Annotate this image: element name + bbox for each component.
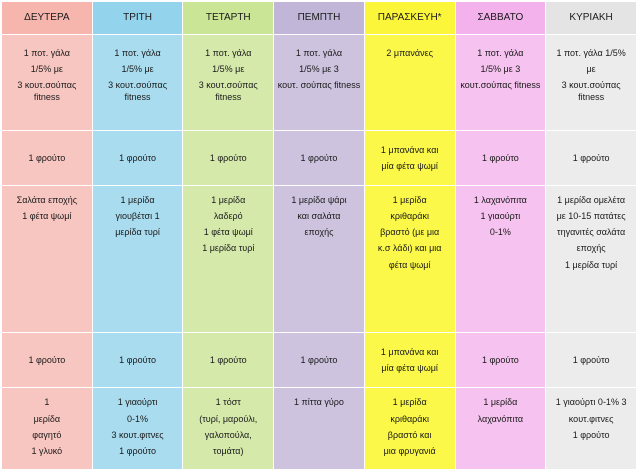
meal-cell-line: 1 μερίδα	[392, 397, 427, 408]
meal-cell-line: 1 φρούτο	[209, 152, 247, 163]
meal-cell-line: 1 φέτα ψωμί	[203, 227, 253, 238]
meal-cell-line: λαδερό	[213, 211, 243, 222]
meal-cell	[455, 186, 546, 333]
meal-cell-line: 1 φρούτο	[300, 152, 338, 163]
day-header-thursday: ΠΕΜΠΤΗ	[274, 2, 365, 35]
meal-cell-line: 1 ποτ. γάλα	[114, 48, 161, 58]
meal-cell-line: γιουβέτσι 1	[115, 211, 160, 222]
meal-cell-line: 1 φρούτο	[209, 355, 247, 366]
meal-cell	[183, 333, 274, 388]
meal-cell-line: λαχανόπιτα	[477, 413, 524, 424]
meal-cell-line: 1/5% με	[212, 64, 245, 75]
meal-cell	[546, 333, 637, 388]
meal-cell-line: 1 πίττα γύρο	[293, 397, 344, 408]
meal-cell-line: κουτ. σούπας fitness	[277, 80, 361, 91]
meal-cell	[546, 186, 637, 333]
meal-cell	[364, 388, 455, 470]
meal-cell-line: 1 γιαούρτι	[480, 211, 521, 222]
meal-cell-line: 0-1%	[127, 413, 149, 424]
meal-cell-line: κριθαράκι	[390, 413, 429, 424]
meal-cell	[364, 130, 455, 185]
meal-cell	[546, 35, 637, 131]
meal-cell-line: 1 φρούτο	[572, 355, 610, 366]
meal-cell-line: 1 μερίδα	[120, 195, 155, 206]
weekly-meal-plan-table	[1, 1, 637, 470]
meal-cell	[274, 333, 365, 388]
meal-cell-line: βραστό (με μια	[380, 227, 440, 238]
day-header-row	[2, 2, 637, 35]
meal-cell-line: 1/5% με 3	[299, 64, 339, 75]
meal-cell-line: 1/5% με	[121, 64, 154, 75]
meal-cell-line: 3 κουτ.σούπας fitness	[561, 80, 621, 103]
meal-cell-line: 1 μερίδα τυρί	[565, 259, 618, 270]
meal-cell-line: φαγητό	[32, 429, 62, 440]
meal-cell-line: τομάτα)	[213, 445, 244, 456]
meal-cell-line: 1 τόστ	[215, 397, 241, 408]
lunch-row	[2, 186, 637, 333]
meal-cell-line: 1 μερίδα	[211, 195, 246, 206]
meal-cell-line: μερίδα	[33, 413, 61, 424]
meal-cell-line: 3 κουτ.σούπας fitness	[108, 80, 168, 103]
meal-cell-line: 1 φρούτο	[28, 152, 66, 163]
meal-cell-line: 1 φρούτο	[119, 355, 156, 366]
meal-cell	[364, 186, 455, 333]
meal-cell-line: μια φρυγανιά	[383, 445, 436, 456]
meal-cell-line: 1 ποτ. γάλα 1/5%	[556, 48, 626, 58]
meal-cell-line: 1 ποτ. γάλα	[23, 48, 70, 58]
meal-cell-line: 1/5% με 3	[480, 64, 521, 75]
morning-snack-row	[2, 130, 637, 185]
day-header-wednesday: ΤΕΤΑΡΤΗ	[183, 2, 274, 35]
meal-cell-line: βραστό και	[387, 429, 432, 440]
meal-cell-line: 1 φρούτο	[481, 152, 519, 163]
meal-cell	[274, 186, 365, 333]
meal-cell-line: 1 ποτ. γάλα	[477, 48, 524, 58]
meal-cell	[2, 130, 93, 185]
meal-cell-line: 1 φρούτο	[119, 445, 156, 456]
meal-cell-line: 1 φρούτο	[300, 355, 338, 366]
meal-cell	[546, 130, 637, 185]
meal-cell	[2, 35, 93, 131]
meal-cell	[455, 333, 546, 388]
meal-cell	[2, 333, 93, 388]
meal-cell	[183, 186, 274, 333]
meal-cell	[183, 388, 274, 470]
meal-cell	[274, 130, 365, 185]
afternoon-snack-row	[2, 333, 637, 388]
meal-cell-line: 1 μπανάνα και	[380, 347, 439, 358]
meal-cell-line: 1 μερίδα	[483, 397, 518, 408]
meal-cell-line: 0-1%	[489, 227, 511, 238]
meal-cell	[2, 186, 93, 333]
meal-cell	[364, 333, 455, 388]
meal-cell-line: 1 φρούτο	[572, 429, 610, 440]
meal-cell-line: 2 μπανάνες	[386, 48, 433, 58]
meal-cell-line: κουτ.φιτνες	[568, 413, 614, 424]
meal-cell	[183, 130, 274, 185]
meal-cell	[92, 388, 183, 470]
meal-cell	[455, 388, 546, 470]
meal-cell-line: τηγανιτές σαλάτα	[557, 227, 626, 238]
meal-cell-line: Σαλάτα εποχής	[16, 195, 78, 206]
meal-rows	[2, 35, 637, 470]
meal-cell-line: 1 γιαούρτι	[117, 397, 158, 408]
meal-cell-line: μερίδα τυρί	[115, 227, 160, 238]
day-header-saturday: ΣΑΒΒΑΤΟ	[455, 2, 546, 35]
meal-cell-line: 1 μερίδα ψάρι	[291, 195, 347, 206]
meal-cell-line: 1 λαχανόπιτα	[473, 195, 527, 206]
meal-cell-line: εποχής	[304, 227, 334, 238]
meal-cell-line: 1 μερίδα	[392, 195, 427, 206]
meal-cell	[546, 388, 637, 470]
meal-cell-line: μία φέτα ψωμί	[381, 363, 438, 374]
meal-cell-line: 1 φρούτο	[481, 355, 519, 366]
meal-cell-line: φέτα ψωμί	[388, 259, 431, 270]
meal-cell	[274, 388, 365, 470]
meal-cell-line: 1	[44, 397, 50, 408]
day-header-tuesday: ΤΡΙΤΗ	[92, 2, 183, 35]
meal-cell-line: 1 ποτ. γάλα	[295, 48, 343, 58]
meal-cell	[455, 35, 546, 131]
meal-cell	[92, 333, 183, 388]
meal-cell-line: μία φέτα ψωμί	[381, 160, 438, 171]
meal-cell	[2, 388, 93, 470]
meal-cell-line: 1 φρούτο	[572, 152, 610, 163]
meal-cell	[364, 35, 455, 131]
meal-cell	[274, 35, 365, 131]
meal-cell-line: (τυρί, μαρούλι,	[199, 413, 258, 424]
meal-cell-line: 3 κουτ.φιτνες	[111, 429, 164, 440]
meal-cell-line: με 10-15 πατάτες	[556, 211, 626, 222]
meal-cell-line: 1 μπανάνα και	[380, 144, 439, 155]
meal-cell-line: κριθαράκι	[390, 211, 429, 222]
meal-cell-line: 1 γλυκό	[31, 445, 63, 456]
meal-cell-line: 1 ποτ. γάλα	[205, 48, 252, 58]
meal-cell-line: εποχής	[576, 243, 606, 254]
meal-cell	[183, 35, 274, 131]
meal-cell-line: γαλοπούλα,	[204, 429, 252, 440]
breakfast-row	[2, 35, 637, 131]
dinner-row	[2, 388, 637, 470]
meal-cell-line: κουτ.σούπας fitness	[460, 80, 541, 91]
meal-cell-line: 1 μερίδα ομελέτα	[557, 195, 626, 206]
meal-cell-line: κ.σ λάδι) και μια	[377, 243, 442, 254]
meal-cell-line: 1/5% με	[30, 64, 63, 75]
meal-cell	[92, 35, 183, 131]
meal-cell	[92, 130, 183, 185]
day-header-monday: ΔΕΥΤΕΡΑ	[2, 2, 93, 35]
meal-cell-line: 3 κουτ.σούπας fitness	[17, 80, 77, 103]
meal-cell-line: 1 φρούτο	[119, 152, 156, 163]
meal-cell-line: 1 φέτα ψωμί	[22, 211, 72, 222]
meal-cell	[455, 130, 546, 185]
day-header-sunday: ΚΥΡΙΑΚΗ	[546, 2, 637, 35]
meal-cell-line: 1 φρούτο	[28, 355, 66, 366]
meal-cell-line: με	[586, 64, 596, 75]
meal-cell-line: 3 κουτ.σούπας fitness	[198, 80, 258, 103]
day-header-friday: ΠΑΡΑΣΚΕΥΗ*	[364, 2, 455, 35]
meal-cell-line: 1 γιαούρτι 0-1% 3	[555, 397, 627, 408]
meal-cell-line: 1 μερίδα τυρί	[202, 243, 255, 254]
meal-cell-line: και σαλάτα	[297, 211, 341, 222]
meal-cell	[92, 186, 183, 333]
